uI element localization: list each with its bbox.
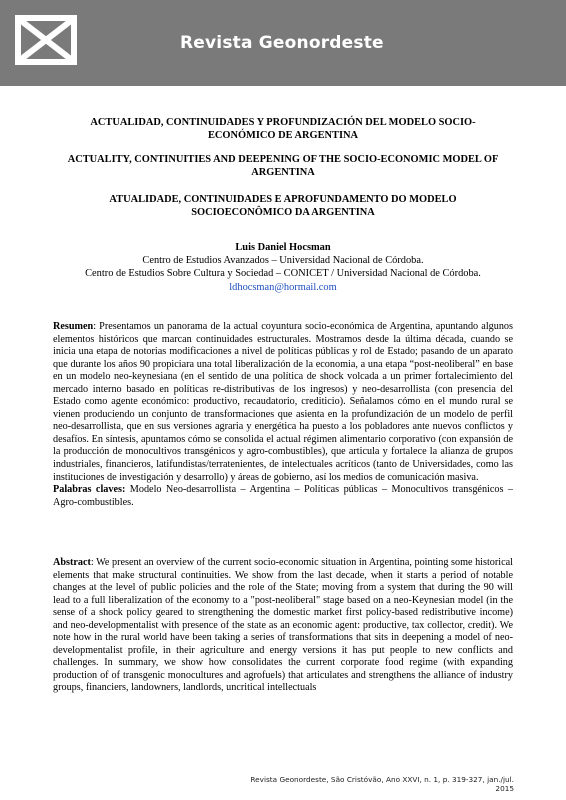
title-spanish: ACTUALIDAD, CONTINUIDADES Y PROFUNDIZACIÓN DEL MODELO SOCIO-ECONÓMICO DE ARGENTINA — [90, 117, 476, 141]
footer-citation: Revista Geonordeste, São Cristóvão, Ano XXVI, n. 1, p. 319-327, jan./jul. 2015 — [250, 775, 514, 793]
journal-header — [0, 0, 566, 86]
keywords-text: Modelo Neo-desarrollista – Argentina – Políticas públicas – Monocultivos transgénicos – Agro-combustibles. — [53, 484, 513, 508]
envelope-logo-icon — [14, 8, 78, 72]
journal-title: Revista Geonordeste — [180, 33, 384, 53]
affiliation-line-1: Centro de Estudios Avanzados – Universidad Nacional de Córdoba. — [142, 255, 424, 267]
abstract-paragraph — [53, 557, 513, 695]
affiliation-line-2: Centro de Estudios Sobre Cultura y Sociedad – CONICET / Universidad Nacional de Córdoba. — [85, 268, 481, 280]
keywords-label: Palabras claves: — [53, 484, 126, 496]
title-english: ACTUALITY, CONTINUITIES AND DEEPENING OF THE SOCIO-ECONOMIC MODEL OF ARGENTINA — [67, 154, 499, 178]
abstract-label: Abstract — [53, 557, 91, 568]
resumen-text: : Presentamos un panorama de la actual coyuntura socio-económica de Argentina, apuntando algunos elementos históricos que marcan continuidades estructurales. Mostramos desde la última década, cuando se inicia una etapa de notorias modificaciones a nivel de políticas públicas y rol de Estado; pasando de un aparato que durante los años 90 propiciara una total liberalización de la economia, a una etapa “post-neoliberal” en base en un modelo neo-keynesiana (en el sentido de una política de shock volcada a un primer fortalecimiento del mercado interno basado en políticas re-distributivas de los ingresos) y neo-desarrollista (con presencia del Estado como agente económico: productivo, recaudatorio, crediticio). Señalamos cómo en el mundo rural se vienen produciendo un conjunto de transformaciones que asienta en la profundización de un modelo de perfil neo-desarrollista, que en sus versiones agraria y energética ha puesto a los pobladores ante nuevos conflictos y desafíos. En síntesis, apuntamos cómo se consolida el actual régimen alimentario corporativo (con expansión de la producción de monocultivos transgénicos y agro-combustibles), que articula y fortalece la alianza de grupos industriales, financieros, latifundistas/terratenientes, de intelectuales acríticos (tanto de Universidades, como las instituciones de investigación y desarrollo) y áreas de gobierno, así los medios de comunicación masiva. — [53, 321, 513, 483]
resumen-label: Resumen — [53, 321, 94, 332]
author-name: Luis Daniel Hocsman — [235, 242, 331, 253]
author-block — [40, 241, 526, 294]
abstract-text: : We present an overview of the current socio-economic situation in Argentina, pointing some historical elements that make structural continuities. We show from the last decade, when it starts a period of notable changes at the level of public policies and the role of the State; moving from a system that during the 90 will lead to a full liberalization of the economy to a "post-neoliberal" stage based on a neo-Keynesian model (in the sense of a shock policy geared to strengthening the domestic market first policy-based redistributive income) and neo-developmentalist with presence of the state as an economic agent: productive, tax collector, credit). We note how in the rural world have been taking a series of transformations that sits in deepening a model of neo-developmentalist profile, in their agriculture and energy versions it has put people to new conflicts and challenges. In summary, we show how consolidates the current corporate food regime (with expanding production of of transgenic monocultures and agrofuels) that articulates and strengthens the alliance of industry groups, financiers, landowners, landlords, uncritical intellectuals — [53, 557, 513, 694]
title-portuguese: ATUALIDADE, CONTINUIDADES E APROFUNDAMENTO DO MODELO SOCIOECONÔMICO DA ARGENTINA — [109, 194, 457, 218]
author-email-link[interactable]: ldhocsman@hormail.com — [229, 281, 337, 293]
resumen-paragraph — [53, 321, 513, 509]
